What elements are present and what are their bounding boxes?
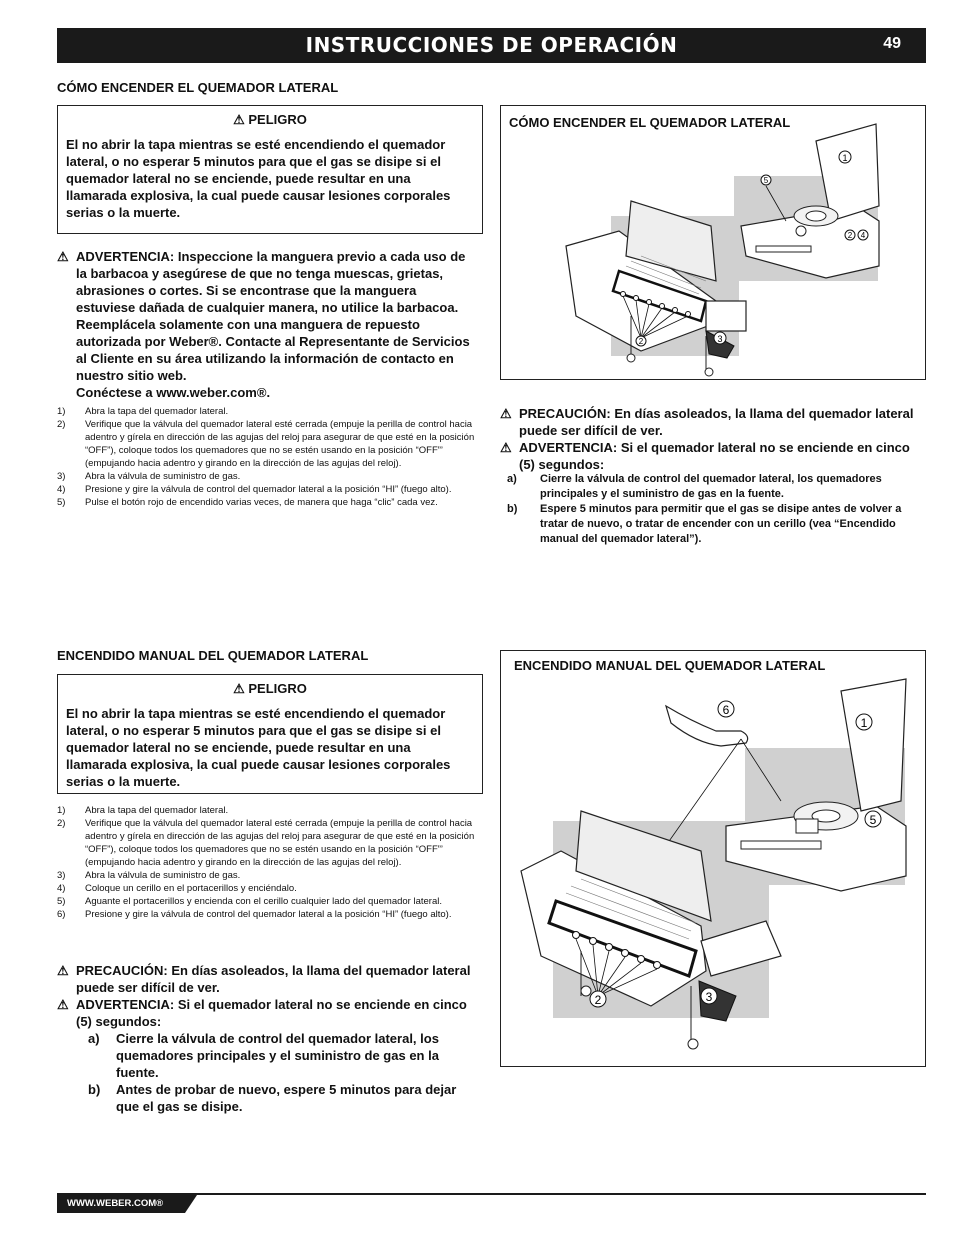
warning-triangle-icon: ⚠ xyxy=(233,112,245,127)
warning-triangle-icon: ⚠ xyxy=(57,249,69,264)
svg-text:2: 2 xyxy=(638,337,644,346)
step-text: Coloque un cerillo en el portacerillos y enciéndalo. xyxy=(85,883,297,894)
callout-3 xyxy=(714,332,726,344)
sub-step-letter: b) xyxy=(507,503,518,515)
sub-step-letter: a) xyxy=(507,473,517,485)
callout-4 xyxy=(858,230,868,240)
figure-title-2: ENCENDIDO MANUAL DEL QUEMADOR LATERAL xyxy=(514,658,826,673)
callout-2 xyxy=(590,991,606,1007)
step-text: Abra la tapa del quemador lateral. xyxy=(85,406,229,417)
caution-block xyxy=(500,405,926,439)
svg-text:4: 4 xyxy=(860,231,866,240)
warning-triangle-icon: ⚠ xyxy=(57,963,69,978)
step-number: 5) xyxy=(57,896,66,907)
step-text: Aguante el portacerillos y encienda con el cerillo cualquier lado del quemador lateral. xyxy=(85,896,442,907)
svg-text:3: 3 xyxy=(705,990,713,1004)
warning-text: ADVERTENCIA: Inspeccione la manguera previo a cada uso de la barbacoa y asegúrese de que no tenga muescas, grietas, abrasiones o cortes. Si se encontrase que la manguera estuviese dañada de cualquier manera, no utilice la barbacoa. Reemplácela solamente con una manguera de repuesto autorizada por Weber®. Contacte al Representante de Servicios al Cliente en su área utilizando la información de contacto en nuestro sitio web. xyxy=(76,249,470,383)
step-number: 3) xyxy=(57,870,66,881)
warning-text-3: ADVERTENCIA: Si el quemador lateral no se enciende en cinco (5) segundos: xyxy=(76,997,467,1029)
svg-text:3: 3 xyxy=(717,334,723,344)
warning-triangle-icon: ⚠ xyxy=(57,997,69,1012)
svg-text:1: 1 xyxy=(842,153,848,163)
step-text: Verifique que la válvula del quemador lateral esté cerrada (empuje la perilla de control hacia adentro y gírela en dirección de las agujas del reloj para asegurar de que esté en la posición “OFF”), coloque todos los quemadores que no se estén usando en la posición “OFF”’ (empujando hacia adentro y girando en la dirección de las agujas del reloj). xyxy=(85,818,475,868)
sub-step xyxy=(505,502,925,547)
page-header xyxy=(57,28,926,63)
step-text: Pulse el botón rojo de encendido varias veces, de manera que haga “clic” cada vez. xyxy=(85,497,438,508)
callout-1 xyxy=(856,714,872,730)
warning-block-3 xyxy=(57,996,483,1030)
figure-box xyxy=(500,105,926,380)
step-item xyxy=(57,817,483,869)
step-item xyxy=(57,908,483,921)
svg-text:5: 5 xyxy=(763,176,769,185)
weber-link[interactable]: Conéctese a www.weber.com®. xyxy=(76,385,271,400)
sub-step-letter: b) xyxy=(88,1082,101,1097)
danger-text: El no abrir la tapa mientras se esté encendiendo el quemador lateral, o no esperar 5 minutos para que el gas se disipe si el quemador lateral no se enciende, puede resultar en una llamarada explosiva, la cual puede causar lesiones corporales serias o la muerte. xyxy=(66,137,451,220)
step-text: Presione y gire la válvula de control del quemador lateral a la posición “HI” (fuego alto). xyxy=(85,484,452,495)
callout-1 xyxy=(839,151,851,163)
page-title: INSTRUCCIONES DE OPERACIÓN xyxy=(305,33,678,57)
callout-5 xyxy=(865,811,881,827)
sub-step xyxy=(505,472,925,502)
callout-3 xyxy=(701,988,717,1004)
caution-text-2: PRECAUCIÓN: En días asoleados, la llama del quemador lateral puede ser difícil de ver. xyxy=(76,963,471,995)
danger-heading: ⚠ PELIGRO xyxy=(233,112,307,127)
warning-text-2: ADVERTENCIA: Si el quemador lateral no se enciende en cinco (5) segundos: xyxy=(519,440,910,472)
danger-heading: ⚠ PELIGRO xyxy=(233,681,307,696)
step-text: Presione y gire la válvula de control del quemador lateral a la posición “HI” (fuego alto). xyxy=(85,909,452,920)
warning-triangle-icon: ⚠ xyxy=(233,681,245,696)
step-item xyxy=(57,496,483,509)
steps-list-2 xyxy=(57,804,483,921)
section-title-2: ENCENDIDO MANUAL DEL QUEMADOR LATERAL xyxy=(57,648,369,663)
step-item xyxy=(57,895,483,908)
caution-text: PRECAUCIÓN: En días asoleados, la llama del quemador lateral puede ser difícil de ver. xyxy=(519,406,914,438)
sub-steps xyxy=(505,472,925,547)
svg-text:2: 2 xyxy=(847,231,853,240)
step-number: 6) xyxy=(57,909,66,920)
callout-2 xyxy=(636,336,646,346)
footer-url[interactable]: WWW.WEBER.COM® xyxy=(67,1198,164,1209)
sub-step xyxy=(88,1081,478,1115)
step-item xyxy=(57,804,483,817)
warning-block xyxy=(57,248,477,401)
sub-step-letter: a) xyxy=(88,1031,100,1046)
step-item xyxy=(57,869,483,882)
step-number: 4) xyxy=(57,883,66,894)
sub-step-text: Antes de probar de nuevo, espere 5 minutos para dejar que el gas se disipe. xyxy=(116,1082,457,1114)
footer-tag xyxy=(57,1195,197,1213)
sub-step xyxy=(88,1030,478,1081)
step-text: Verifique que la válvula del quemador lateral esté cerrada (empuje la perilla de control hacia adentro y gírela en dirección de las agujas del reloj para asegurar de que esté en la posición “OFF”), coloque todos los quemadores que no se estén usando en la posición “OFF”’ (empujando hacia adentro y girando en la dirección de las agujas del reloj). xyxy=(85,419,475,469)
caution-block-2 xyxy=(57,962,483,996)
callout-5 xyxy=(761,175,771,185)
page-number: 49 xyxy=(883,35,901,52)
step-number: 1) xyxy=(57,406,66,417)
step-text: Abra la tapa del quemador lateral. xyxy=(85,805,229,816)
callout-2 xyxy=(845,230,855,240)
danger-box xyxy=(57,105,483,234)
svg-text:2: 2 xyxy=(594,993,602,1007)
figure-box-2 xyxy=(500,650,926,1067)
figure-title: CÓMO ENCENDER EL QUEMADOR LATERAL xyxy=(509,115,791,130)
svg-text:5: 5 xyxy=(869,813,877,827)
danger-box-2 xyxy=(57,674,483,794)
grill-match-illustration xyxy=(501,651,925,1066)
sub-step-text: Espere 5 minutos para permitir que el gas se disipe antes de volver a tratar de nuevo, o tratar de encender con un cerillo (vea “Encendido manual del quemador lateral”). xyxy=(540,503,902,545)
warning-triangle-icon: ⚠ xyxy=(500,440,512,455)
svg-text:1: 1 xyxy=(860,716,868,730)
step-item xyxy=(57,470,483,483)
step-item xyxy=(57,418,483,470)
callout-6 xyxy=(718,701,734,717)
warning-triangle-icon: ⚠ xyxy=(500,406,512,421)
section-title: CÓMO ENCENDER EL QUEMADOR LATERAL xyxy=(57,80,339,95)
sub-steps-2 xyxy=(88,1030,478,1115)
step-number: 1) xyxy=(57,805,66,816)
step-number: 2) xyxy=(57,419,66,430)
step-number: 4) xyxy=(57,484,66,495)
sub-step-text: Cierre la válvula de control del quemador lateral, los quemadores principales y el suministro de gas en la fuente. xyxy=(116,1031,439,1080)
danger-text-2: El no abrir la tapa mientras se esté encendiendo el quemador lateral, o no esperar 5 minutos para que el gas se disipe si el quemador lateral no se enciende, puede resultar en una llamarada explosiva, la cual puede causar lesiones corporales serias o la muerte. xyxy=(66,706,451,789)
step-item xyxy=(57,882,483,895)
steps-list xyxy=(57,405,483,509)
step-number: 5) xyxy=(57,497,66,508)
warning-block-2 xyxy=(500,439,926,473)
step-text: Abra la válvula de suministro de gas. xyxy=(85,471,241,482)
step-number: 2) xyxy=(57,818,66,829)
step-item xyxy=(57,483,483,496)
step-number: 3) xyxy=(57,471,66,482)
step-text: Abra la válvula de suministro de gas. xyxy=(85,870,241,881)
svg-text:6: 6 xyxy=(722,703,730,717)
step-item xyxy=(57,405,483,418)
sub-step-text: Cierre la válvula de control del quemador lateral, los quemadores principales y el suministro de gas en la fuente. xyxy=(540,473,882,500)
grill-illustration xyxy=(501,106,925,379)
